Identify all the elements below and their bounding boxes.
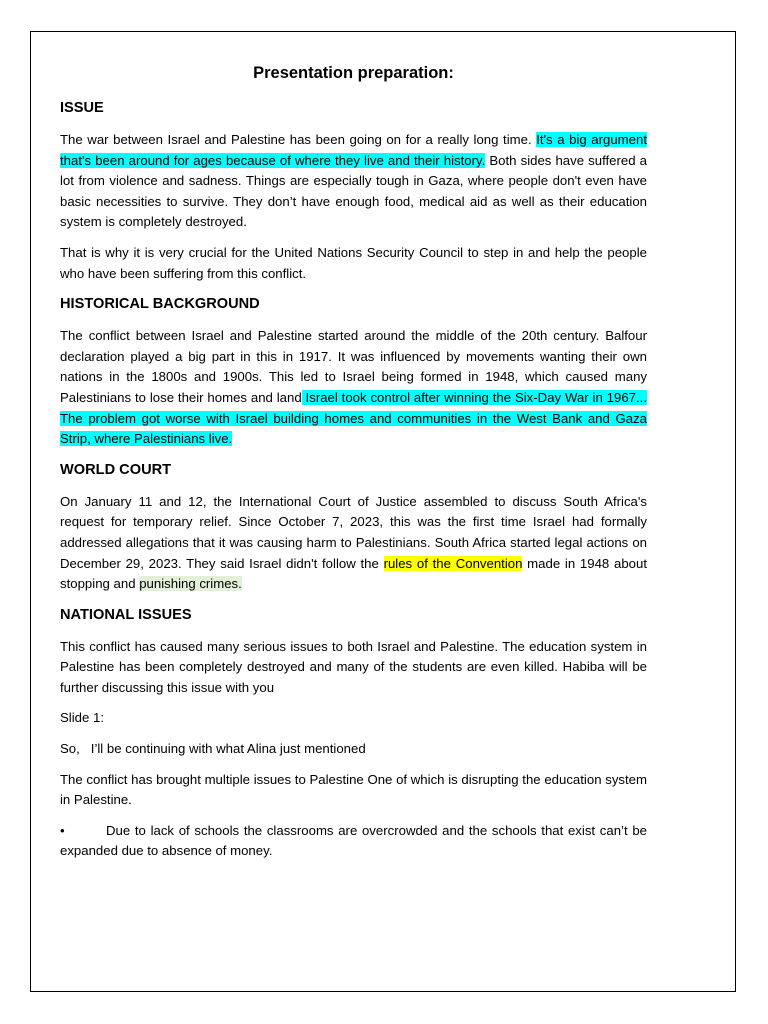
bullet-item — [60, 821, 647, 862]
document-content — [60, 62, 647, 872]
continuing-line: So, I’ll be continuing with what Alina just mentioned — [60, 741, 366, 757]
history-paragraph — [60, 326, 647, 450]
heading-issue: ISSUE — [60, 100, 104, 116]
slide-label: Slide 1: — [60, 710, 104, 726]
history-text-a: The conflict between Israel and Palestine started around the middle of the 20th century. Balfour declaration played a big part in this in 1917. It was influenced by movements wanting their own nations in the 1800s and 1900s. This led to Israel being formed in 1948, which caused many Palestinians to lose their homes and land — [60, 328, 647, 405]
heading-national-issues: NATIONAL ISSUES — [60, 606, 192, 623]
court-text-b: made in 1948 about stopping and — [60, 555, 648, 592]
court-highlight-yellow: rules of the Convention — [383, 555, 523, 571]
history-highlight: Israel took control after winning the Six-Day War in 1967... The problem got worse with Israel building homes and communities in the West Bank and Gaza Strip, where Palestinians live. — [60, 389, 648, 447]
issue-highlight: It's a big argument that's been around for ages because of where they live and their history. — [60, 132, 648, 168]
issue-text-a: The war between Israel and Palestine has been going on for a really long time. — [60, 132, 537, 147]
court-highlight-green: punishing crimes. — [139, 576, 242, 592]
issue-paragraph-1 — [60, 130, 647, 233]
national-paragraph-1: This conflict has caused many serious issues to both Israel and Palestine. The education system in Palestine has been completely destroyed and many of the students are even killed. Habiba will be further discussing this issue with you — [60, 638, 647, 695]
document-title: Presentation preparation: — [253, 64, 454, 82]
issue-paragraph-2: That is why it is very crucial for the United Nations Security Council to step in and help the people who have been suffering from this conflict. — [60, 244, 647, 281]
court-paragraph — [60, 492, 647, 595]
heading-world-court: WORLD COURT — [60, 461, 172, 478]
bullet-icon: • — [60, 822, 65, 838]
heading-historical-background: HISTORICAL BACKGROUND — [60, 296, 260, 313]
court-text-a: On January 11 and 12, the International Court of Justice assembled to discuss South Africa's request for temporary relief. Since October 7, 2023, this was the first time Israel had formally addressed allegations that it was causing harm to Palestinians. South Africa started legal actions on December 29, 2023. They said Israel didn't follow the — [60, 493, 647, 571]
issue-text-b: Both sides have suffered a lot from violence and sadness. Things are especially tough in Gaza, where people don't even have basic necessities to survive. They don’t have enough food, medical aid as well as their education system is completely destroyed. — [60, 152, 647, 230]
bullet-text: Due to lack of schools the classrooms are overcrowded and the schools that exist can’t be expanded due to absence of money. — [60, 822, 647, 859]
national-paragraph-2: The conflict has brought multiple issues to Palestine One of which is disrupting the education system in Palestine. — [60, 771, 647, 808]
